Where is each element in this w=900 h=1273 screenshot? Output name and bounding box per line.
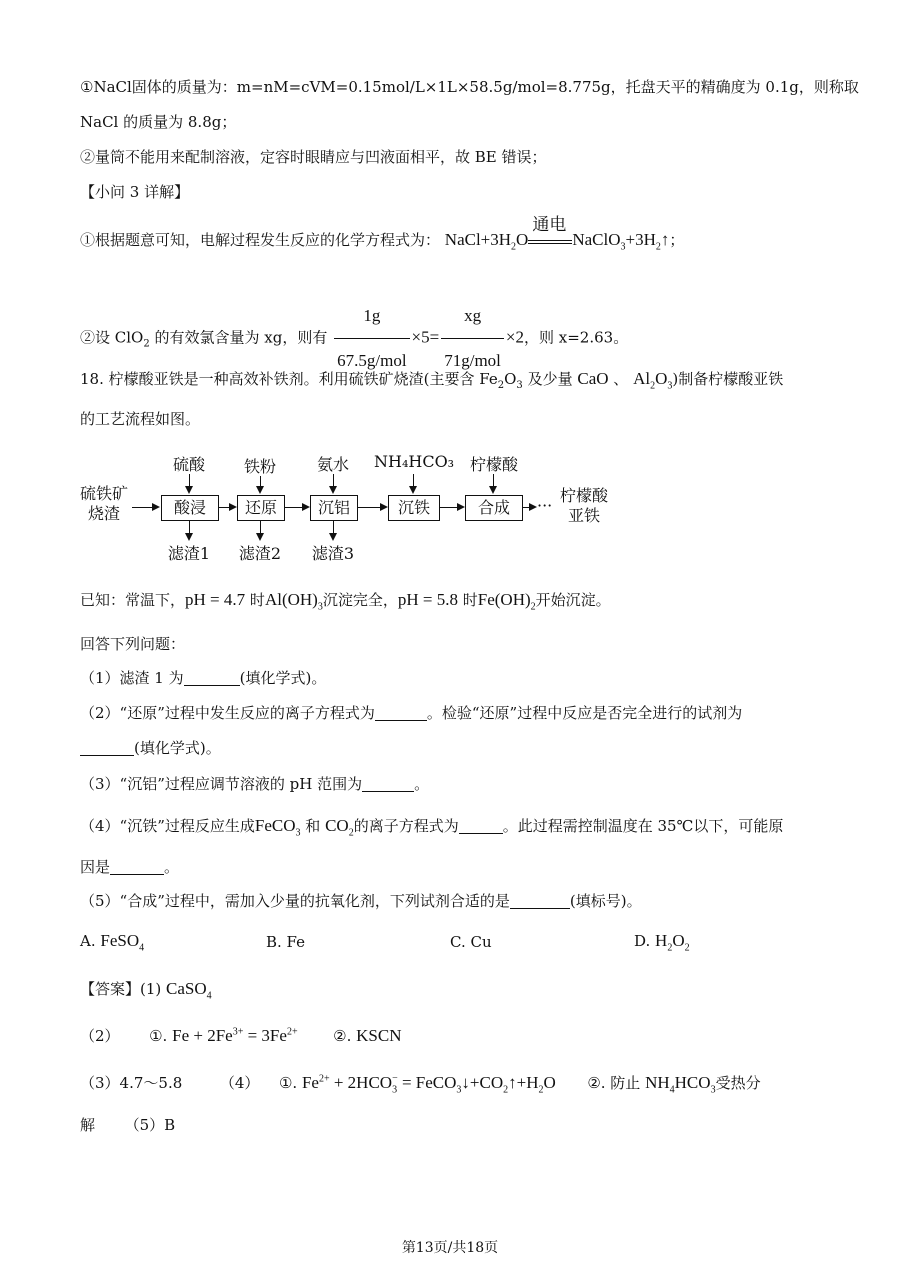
calc-intro: ②设 ClO [80, 328, 144, 347]
q-text: （3）“沉铝”过程应调节溶液的 pH 范围为 [80, 775, 363, 793]
formula-feco3: FeCO$_3$ [254, 816, 301, 839]
step-box: 沉铁 [388, 495, 440, 521]
answer-num: （4） [219, 1074, 260, 1092]
flow-arrow [189, 474, 190, 492]
option-label: D. [634, 932, 651, 950]
formula-al2o3: $Al_2O_3$ [633, 369, 673, 392]
answer-blank [110, 858, 164, 875]
answer-blank [510, 892, 570, 909]
option-b: B. Fe [266, 933, 306, 951]
formula-feso4: FeSO$_4$ [100, 931, 145, 954]
flow-arrow [523, 507, 535, 508]
q-text: （2）“还原”过程中发生反应的离子方程式为 [80, 704, 375, 722]
answer-blank [459, 817, 503, 834]
step-box: 合成 [465, 495, 523, 521]
calc-op: ×5= [411, 327, 440, 347]
reagent-label: 硫酸 [172, 455, 205, 474]
known-end: 开始沉淀。 [535, 591, 611, 609]
ph-value: pH = 5.8 [397, 590, 458, 609]
calc-op: ×2 [505, 327, 524, 347]
flow-product [560, 486, 608, 526]
ph-value: pH = 4.7 [185, 590, 246, 609]
flow-arrow [260, 476, 261, 492]
fraction-num: 1g [334, 296, 409, 339]
section-heading: 【小问 3 详解】 [80, 183, 190, 201]
flow-product-line: 亚铁 [568, 506, 601, 525]
q-end: 。 [414, 775, 430, 793]
sub-question [80, 890, 642, 912]
electrolysis-equation: $NaCl+3H_2O$ 通电 $NaClO_3+3H_2↑$ [444, 215, 670, 253]
answer-label: 【答案】 [80, 980, 141, 998]
flow-arrow [219, 507, 235, 508]
calc-mid: 的有效氯含量为 xg，则有 [154, 328, 328, 347]
formula-caso4: CaSO$_4$ [166, 979, 212, 1002]
question-stem: 18. 柠檬酸亚铁是一种高效补铁剂。利用硫铁矿烧渣(主要含 $Fe_2O_3$ 及少量 CaO 、 $Al_2O_3$)制备柠檬酸亚铁 [80, 369, 784, 392]
text-line: ②量筒不能用来配制溶液，定容时眼睛应与凹液面相平，故 BE 错误； [80, 148, 547, 166]
flow-arrow [260, 521, 261, 539]
q-end: (填化学式)。 [239, 669, 327, 687]
answer-tail: 解 [80, 1116, 96, 1134]
sub-question [80, 856, 179, 878]
condition-label: 通电 [532, 215, 567, 234]
answer-blank [184, 669, 240, 686]
sub-question [80, 702, 742, 724]
answer-item: （3）4.7～5.8 [80, 1074, 183, 1092]
sub-question [80, 815, 783, 837]
flow-start-line: 烧渣 [88, 504, 121, 523]
reagent-label: 铁粉 [243, 457, 276, 476]
equation-feco3: $Fe^{2+} + 2HCO_3^-$ = $FeCO_3↓+CO_2↑+H_2O$ [301, 1073, 556, 1096]
sub-question [80, 667, 326, 689]
option-d [634, 931, 690, 954]
residue-label: 滤渣1 [167, 544, 211, 563]
step-box: 酸浸 [161, 495, 219, 521]
eq-left: NaCl+3H [444, 230, 512, 249]
step-box: 沉铝 [310, 495, 358, 521]
flow-arrow [358, 507, 386, 508]
question-stem: 的工艺流程如图。 [80, 410, 201, 428]
sub-question [80, 737, 221, 759]
answer-item: ①. [149, 1027, 168, 1045]
flow-arrow [493, 474, 494, 492]
equation-line: ①根据题意可知，电解过程发生反应的化学方程式为： $NaCl+3H_2O$ 通电 $NaClO_3+3H_2↑$； [80, 215, 685, 253]
answer-num: （2） [80, 1027, 120, 1045]
known-mid: 沉淀完全， [322, 591, 398, 609]
answer-item: ①. [278, 1074, 298, 1092]
answer-item: ②. [333, 1027, 352, 1045]
page-footer: 第13页/共18页 [401, 1240, 499, 1256]
flow-arrow [333, 474, 334, 492]
q-end: 。此过程需控制温度在 35℃以下，可能原 [502, 817, 784, 835]
answer-tail: 受热分 [715, 1074, 761, 1092]
fraction-den: 71g/mol [444, 351, 501, 370]
answer-block [80, 1072, 761, 1094]
answer-blank [80, 739, 134, 756]
formula-h2o2: $H_2O_2$ [655, 931, 690, 954]
step-box: 还原 [237, 495, 285, 521]
answer-block [80, 1025, 402, 1047]
eq-tail: +3H [625, 230, 656, 249]
q-end: (填化学式)。 [134, 739, 221, 757]
flow-arrow [132, 507, 158, 508]
q-end: (填标号)。 [569, 892, 642, 910]
q-text: （1）滤渣 1 为 [80, 669, 184, 687]
sub-question [80, 773, 429, 795]
q18-mid: 及少量 [527, 370, 573, 388]
flow-product-line: 柠檬酸 [560, 486, 609, 505]
q-mid: 的离子方程式为 [353, 817, 459, 835]
flow-arrow [413, 474, 414, 492]
option-label: A. [80, 932, 96, 950]
formula-feoh2: $Fe(OH)_2$ [477, 590, 536, 613]
known-conditions [80, 589, 611, 611]
formula-nh4hco3: $NH_4HCO_3$ [645, 1073, 716, 1096]
text-line: ①NaCl固体的质量为：m=nM=cVM=0.15mol/L×1L×58.5g/mol=8.775g，托盘天平的精确度为 0.1g，则称取 [80, 78, 859, 96]
q18-end: 制备柠檬酸亚铁 [678, 370, 784, 388]
reagent-label: NH₄HCO₃ [374, 452, 455, 471]
fraction-den: 67.5g/mol [337, 351, 407, 370]
residue-label: 滤渣3 [311, 544, 355, 563]
equation-fe-reduce: $Fe + 2Fe^{3+} = 3Fe^{2+}$ [172, 1026, 298, 1045]
flow-arrow [189, 521, 190, 539]
flow-arrow [333, 521, 334, 539]
reagent-label: 氨水 [316, 455, 349, 474]
answer-num: (1) [140, 980, 162, 998]
formula-co2: $CO_2$ [325, 816, 354, 839]
q18-text: 18. 柠檬酸亚铁是一种高效补铁剂。利用硫铁矿烧渣(主要含 Fe [80, 370, 498, 388]
answer-prompt: 回答下列问题： [80, 635, 186, 653]
text-line: NaCl 的质量为 8.8g； [80, 113, 237, 131]
reagent-label: 柠檬酸 [469, 455, 518, 474]
option-c: C. Cu [450, 933, 492, 951]
flow-arrow [440, 507, 463, 508]
flow-start [80, 484, 128, 524]
q-mid: 。检验“还原”过程中反应是否完全进行的试剂为 [426, 704, 743, 722]
eq-product: NaClO [572, 230, 621, 249]
flow-ellipsis: ··· [537, 496, 553, 515]
formula-kscn: KSCN [356, 1026, 402, 1045]
q-text: （5）“合成”过程中，需加入少量的抗氧化剂，下列试剂合适的是 [80, 892, 510, 910]
equation-intro: ①根据题意可知，电解过程发生反应的化学方程式为： [80, 231, 441, 249]
known-mid: 时 [249, 591, 265, 609]
q-text: （4）“沉铁”过程反应生成 [80, 817, 255, 835]
option-a [80, 931, 145, 954]
flow-start-line: 硫铁矿 [80, 484, 129, 503]
answer-block [80, 978, 212, 1000]
q-text: 因是 [80, 858, 111, 876]
answer-blank [375, 704, 427, 721]
answer-item: ②. 防止 [587, 1074, 641, 1092]
known-intro: 已知：常温下， [80, 591, 186, 609]
answer-blank [362, 775, 414, 792]
fraction-num: xg [441, 296, 504, 339]
answer-item: （5）B [124, 1116, 176, 1134]
q-and: 和 [305, 817, 321, 835]
calc-result: ，则 x=2.63。 [524, 328, 629, 347]
known-mid: 时 [462, 591, 478, 609]
calc-line: ②设 ClO$_2$ 的有效氯含量为 xg，则有 $\frac{1g}{\text{67.5g/mol}}$ ×5= $\frac{xg}{\text{71g/mol}}$ ×2，则 x=2.63。 [80, 296, 628, 381]
answer-block [80, 1114, 175, 1136]
formula-aloh3: $Al(OH)_3$ [264, 590, 323, 613]
residue-label: 滤渣2 [238, 544, 282, 563]
q-end: 。 [164, 858, 180, 876]
flow-arrow [285, 507, 308, 508]
condition-arrow [528, 215, 572, 244]
formula-cao: CaO [577, 369, 609, 388]
